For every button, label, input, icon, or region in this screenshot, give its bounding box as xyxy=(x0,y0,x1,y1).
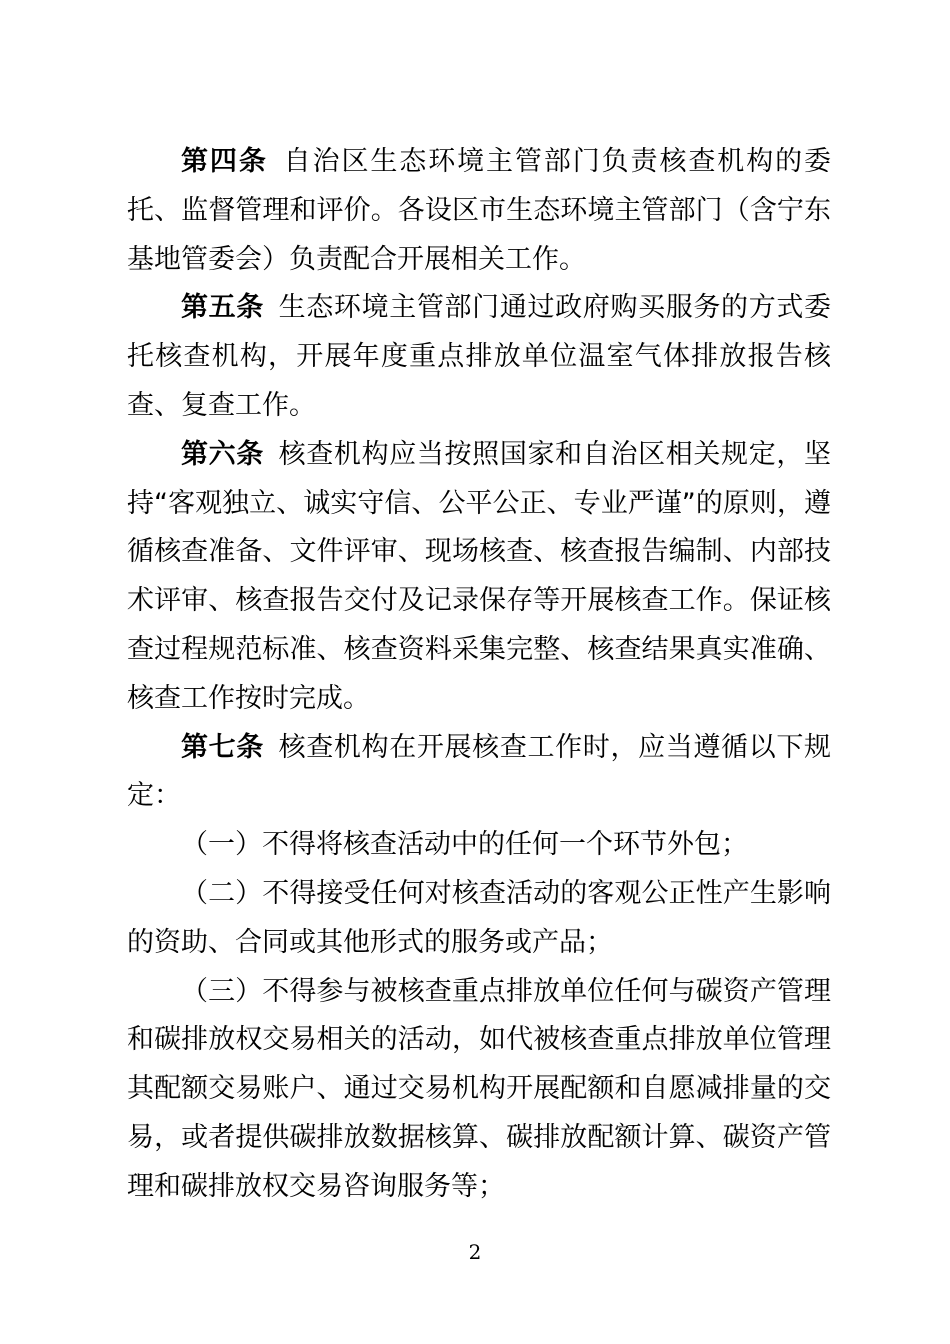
article-number: 第六条 xyxy=(181,438,264,470)
list-item-3: （三）不得参与被核查重点排放单位任何与碳资产管理和碳排放权交易相关的活动，如代被核查重点排放单位管理其配额交易账户、通过交易机构开展配额和自愿减排量的交易，或者提供碳排放数据核算、碳排放配额计算、碳资产管理和碳排放权交易咨询服务等； xyxy=(127,975,831,1202)
article-text: 生态环境主管部门通过政府购买服务的方式委托核查机构，开展年度重点排放单位温室气体排放报告核查、复查工作。 xyxy=(127,292,832,421)
article-text: 核查机构应当按照国家和自治区相关规定，坚持“客观独立、诚实守信、公平公正、专业严谨”的原则，遵循核查准备、文件评审、现场核查、核查报告编制、内部技术评审、核查报告交付及记录保存等开展核查工作。保证核查过程规范标准、核查资料采集完整、核查结果真实准确、核查工作按时完成。 xyxy=(127,438,832,714)
article-number: 第五条 xyxy=(181,292,264,324)
article-7 xyxy=(127,724,831,822)
article-text: 自治区生态环境主管部门负责核查机构的委托、监督管理和评价。各设区市生态环境主管部门（含宁东基地管委会）负责配合开展相关工作。 xyxy=(127,146,832,275)
page-number: 2 xyxy=(468,1240,482,1264)
document-body xyxy=(127,138,831,1212)
article-6 xyxy=(127,431,831,724)
article-number: 第四条 xyxy=(181,146,268,177)
article-5 xyxy=(127,284,831,430)
article-number: 第七条 xyxy=(181,731,264,763)
article-text: 核查机构在开展核查工作时，应当遵循以下规定： xyxy=(127,731,832,812)
article-4 xyxy=(127,138,831,284)
list-item-1: （一）不得将核查活动中的任何一个环节外包； xyxy=(181,829,748,861)
list-item-2: （二）不得接受任何对核查活动的客观公正性产生影响的资助、合同或其他形式的服务或产品； xyxy=(127,877,831,958)
